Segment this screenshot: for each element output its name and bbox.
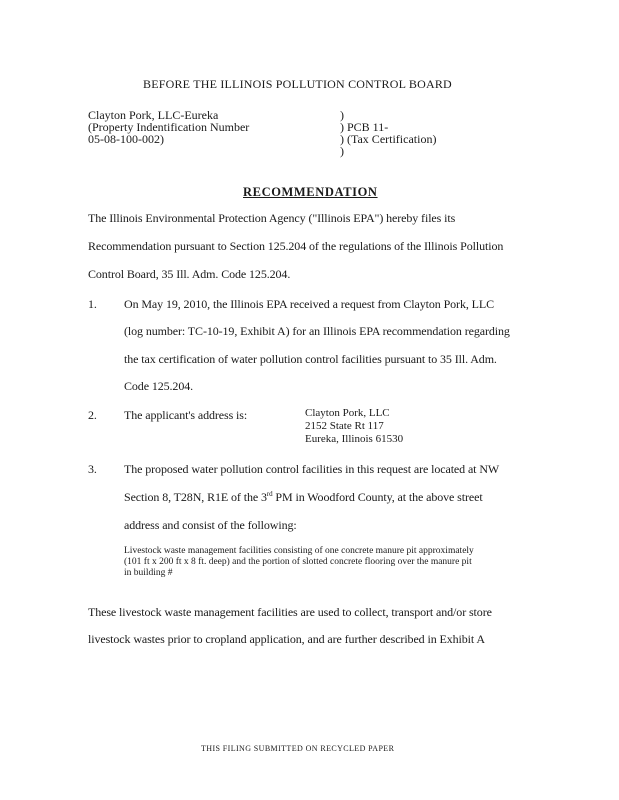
caption-paren: ): [340, 144, 344, 158]
intro-line: Recommendation pursuant to Section 125.204 of the regulations of the Illinois Pollution: [88, 239, 504, 253]
caption-pin-number: 05-08-100-002): [88, 132, 164, 146]
recycled-paper-footer: THIS FILING SUBMITTED ON RECYCLED PAPER: [201, 744, 395, 753]
item-3-line: [124, 490, 483, 505]
closing-line: These livestock waste management facilities are used to collect, transport and/or store: [88, 605, 492, 619]
document-heading: RECOMMENDATION: [243, 185, 378, 199]
intro-line: The Illinois Environmental Protection Agency ("Illinois EPA") hereby files its: [88, 211, 456, 225]
facility-line: (101 ft x 200 ft x 8 ft. deep) and the portion of slotted concrete flooring over the manure pit: [124, 557, 472, 567]
item-number: 1.: [88, 297, 97, 311]
caption-pin-label: (Property Indentification Number: [88, 120, 250, 134]
board-title: BEFORE THE ILLINOIS POLLUTION CONTROL BOARD: [143, 77, 452, 91]
facility-line: Livestock waste management facilities consisting of one concrete manure pit approximately: [124, 546, 474, 556]
address-line: Eureka, Illinois 61530: [305, 433, 404, 445]
caption-right: [340, 109, 436, 157]
closing-line: livestock wastes prior to cropland application, and are further described in Exhibit A: [88, 632, 485, 646]
facility-description: [124, 546, 474, 579]
item-1-line: On May 19, 2010, the Illinois EPA received a request from Clayton Pork, LLC: [124, 297, 495, 311]
item-1-line: the tax certification of water pollution control facilities pursuant to 35 Ill. Adm.: [124, 352, 497, 366]
item-3-location: Section 8, T28N, R1E of the 3: [124, 490, 267, 504]
caption-left: [88, 109, 249, 145]
item-1-line: (log number: TC-10-19, Exhibit A) for an Illinois EPA recommendation regarding: [124, 324, 510, 338]
applicant-address: [305, 407, 403, 446]
ordinal-suffix: rd: [266, 490, 273, 498]
item-3-line: The proposed water pollution control facilities in this request are located at NW: [124, 462, 500, 476]
item-3-county: PM in Woodford County, at the above street: [272, 490, 483, 504]
applicant-address-label: The applicant's address is:: [124, 408, 248, 422]
address-line: 2152 State Rt 117: [305, 420, 384, 432]
caption-paren: ): [340, 108, 344, 122]
facility-line: in building #: [124, 568, 173, 578]
intro-line: Control Board, 35 Ill. Adm. Code 125.204.: [88, 267, 291, 281]
caption-petitioner: Clayton Pork, LLC-Eureka: [88, 108, 219, 122]
item-number: 3.: [88, 462, 97, 476]
caption-case-number: ) PCB 11-: [340, 120, 389, 134]
item-number: 2.: [88, 408, 97, 422]
item-3-line: address and consist of the following:: [124, 518, 297, 532]
address-line: Clayton Pork, LLC: [305, 407, 390, 419]
item-1-line: Code 125.204.: [124, 379, 194, 393]
caption-case-type: ) (Tax Certification): [340, 132, 437, 146]
